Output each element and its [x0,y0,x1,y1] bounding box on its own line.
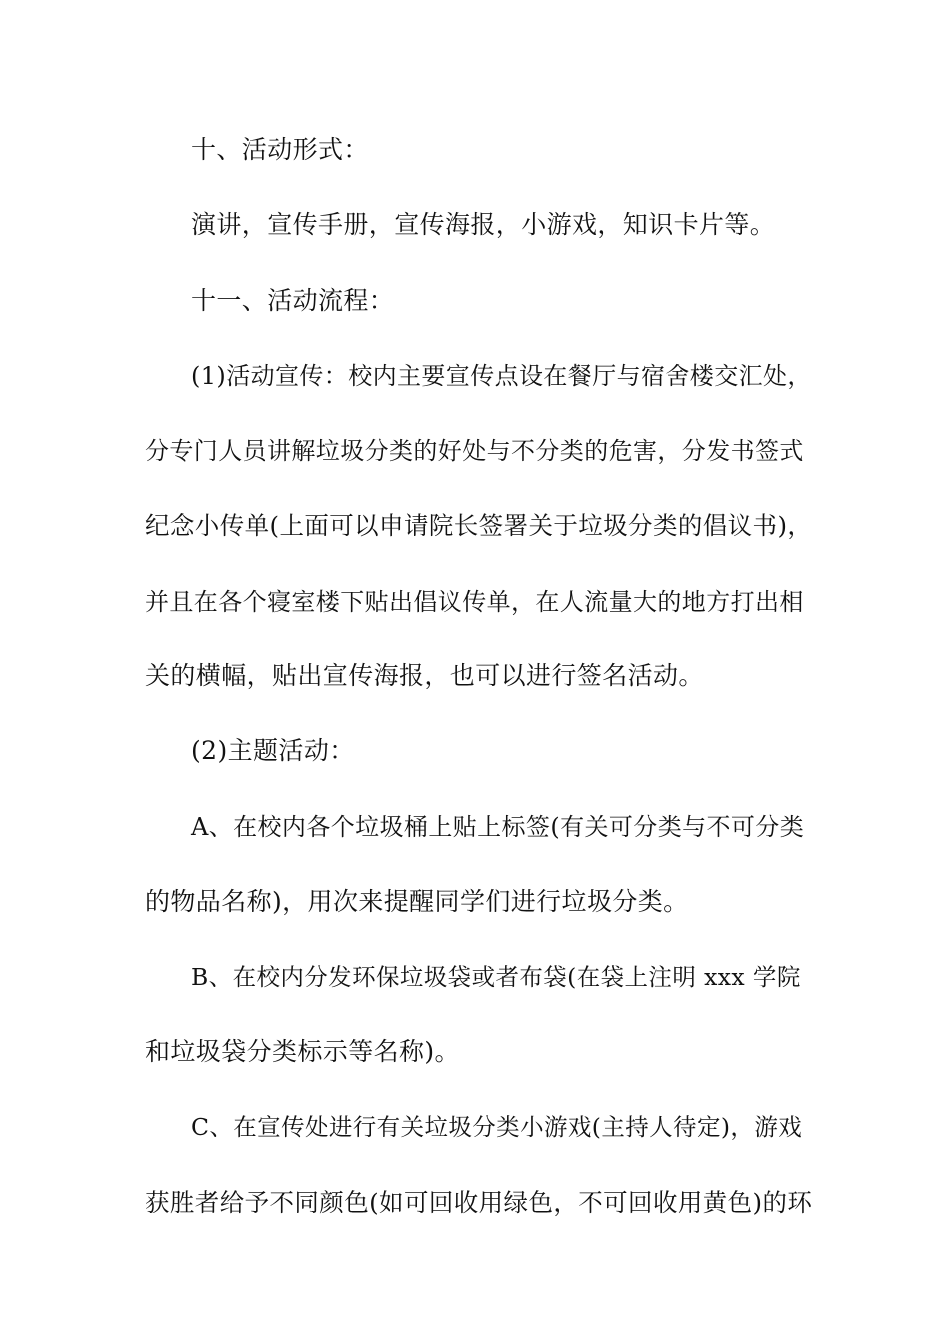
paragraph-text-line: C、在宣传处进行有关垃圾分类小游戏(主持人待定)，游戏 [191,1113,803,1141]
paragraph-text-line: A、在校内各个垃圾桶上贴上标签(有关可分类与不可分类 [191,813,805,841]
paragraph-text-line: 获胜者给予不同颜色(如可回收用绿色，不可回收用黄色)的环 [145,1188,813,1217]
paragraph-text-line: 分专门人员讲解垃圾分类的好处与不分类的危害，分发书签式 [145,437,804,465]
heading-activity-format: 十、活动形式： [191,135,369,164]
paragraph-text-line: 和垃圾袋分类标示等名称)。 [145,1037,460,1066]
paragraph-text-line: 演讲，宣传手册，宣传海报，小游戏，知识卡片等。 [191,210,776,239]
paragraph-text-line: 并且在各个寝室楼下贴出倡议传单，在人流量大的地方打出相 [145,588,804,616]
paragraph-text-line: B、在校内分发环保垃圾袋或者布袋(在袋上注明 xxx 学院 [191,963,801,991]
heading-activity-process: 十一、活动流程： [191,286,395,315]
paragraph-text-line: (1)活动宣传：校内主要宣传点设在餐厅与宿舍楼交汇处， [191,362,812,390]
paragraph-text-line: 关的横幅，贴出宣传海报，也可以进行签名活动。 [145,661,704,690]
paragraph-text-line: 的物品名称)，用次来提醒同学们进行垃圾分类。 [145,887,689,916]
subheading-theme-activity: (2)主题活动： [191,736,355,765]
paragraph-text-line: 纪念小传单(上面可以申请院长签署关于垃圾分类的倡议书)， [145,511,813,540]
